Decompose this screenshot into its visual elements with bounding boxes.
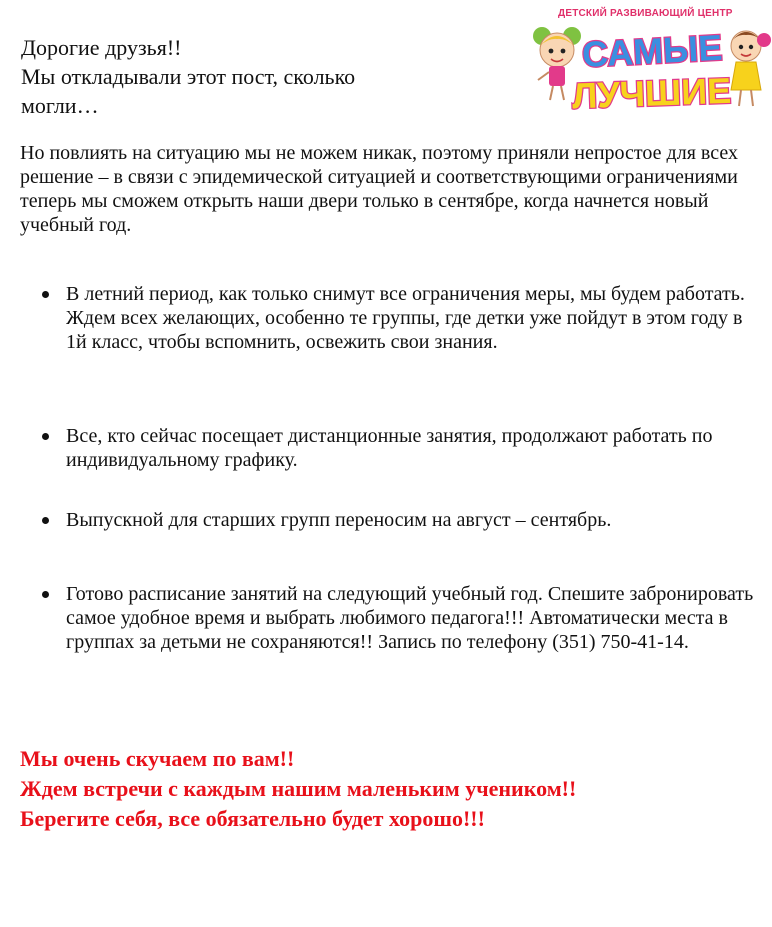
list-item-text: Выпускной для старших групп переносим на август – сентябрь.	[66, 509, 612, 531]
bullet-icon	[42, 291, 49, 298]
closing-message	[20, 744, 765, 834]
greeting-line-3: могли…	[21, 93, 99, 118]
greeting-line-2: Мы откладывали этот пост, сколько	[21, 64, 356, 89]
bullet-icon	[42, 591, 49, 598]
center-logo	[520, 2, 772, 120]
logo-wordmark	[520, 2, 772, 120]
closing-line-3: Берегите себя, все обязательно будет хорошо!!!	[20, 806, 485, 831]
list-item-text: В летний период, как только снимут все ограничения меры, мы будем работать. Ждем всех желающих, особенно те группы, где детки уже пойдут в этом году в 1й класс, чтобы вспомнить, освежить свои знания.	[66, 283, 745, 353]
bullet-icon	[42, 433, 49, 440]
greeting	[21, 33, 491, 120]
closing-line-1: Мы очень скучаем по вам!!	[20, 746, 295, 771]
list-item-text: Все, кто сейчас посещает дистанционные занятия, продолжают работать по индивидуальному графику.	[66, 425, 713, 471]
intro-paragraph: Но повлиять на ситуацию мы не можем никак, поэтому приняли непростое для всех решение – в связи с эпидемической ситуацией и соответствующими ограничениями теперь мы сможем открыть наши двери только в сентябре, когда начнется новый учебный год.	[20, 142, 738, 236]
greeting-line-1: Дорогие друзья!!	[21, 35, 182, 60]
bullet-icon	[42, 517, 49, 524]
closing-line-2: Ждем встречи с каждым нашим маленьким учеником!!	[20, 776, 577, 801]
list-item-text: Готово расписание занятий на следующий учебный год. Спешите забронировать самое удобное время и выбрать любимого педагога!!! Автоматически места в группах за детьми не сохраняются!! Запись по телефону (351) 750-41-14.	[66, 583, 754, 653]
logo-word-1: САМЫЕ	[580, 26, 724, 76]
logo-word-2: ЛУЧШИЕ	[571, 69, 732, 117]
logo-caption: ДЕТСКИЙ РАЗВИВАЮЩИЙ ЦЕНТР	[558, 8, 733, 19]
